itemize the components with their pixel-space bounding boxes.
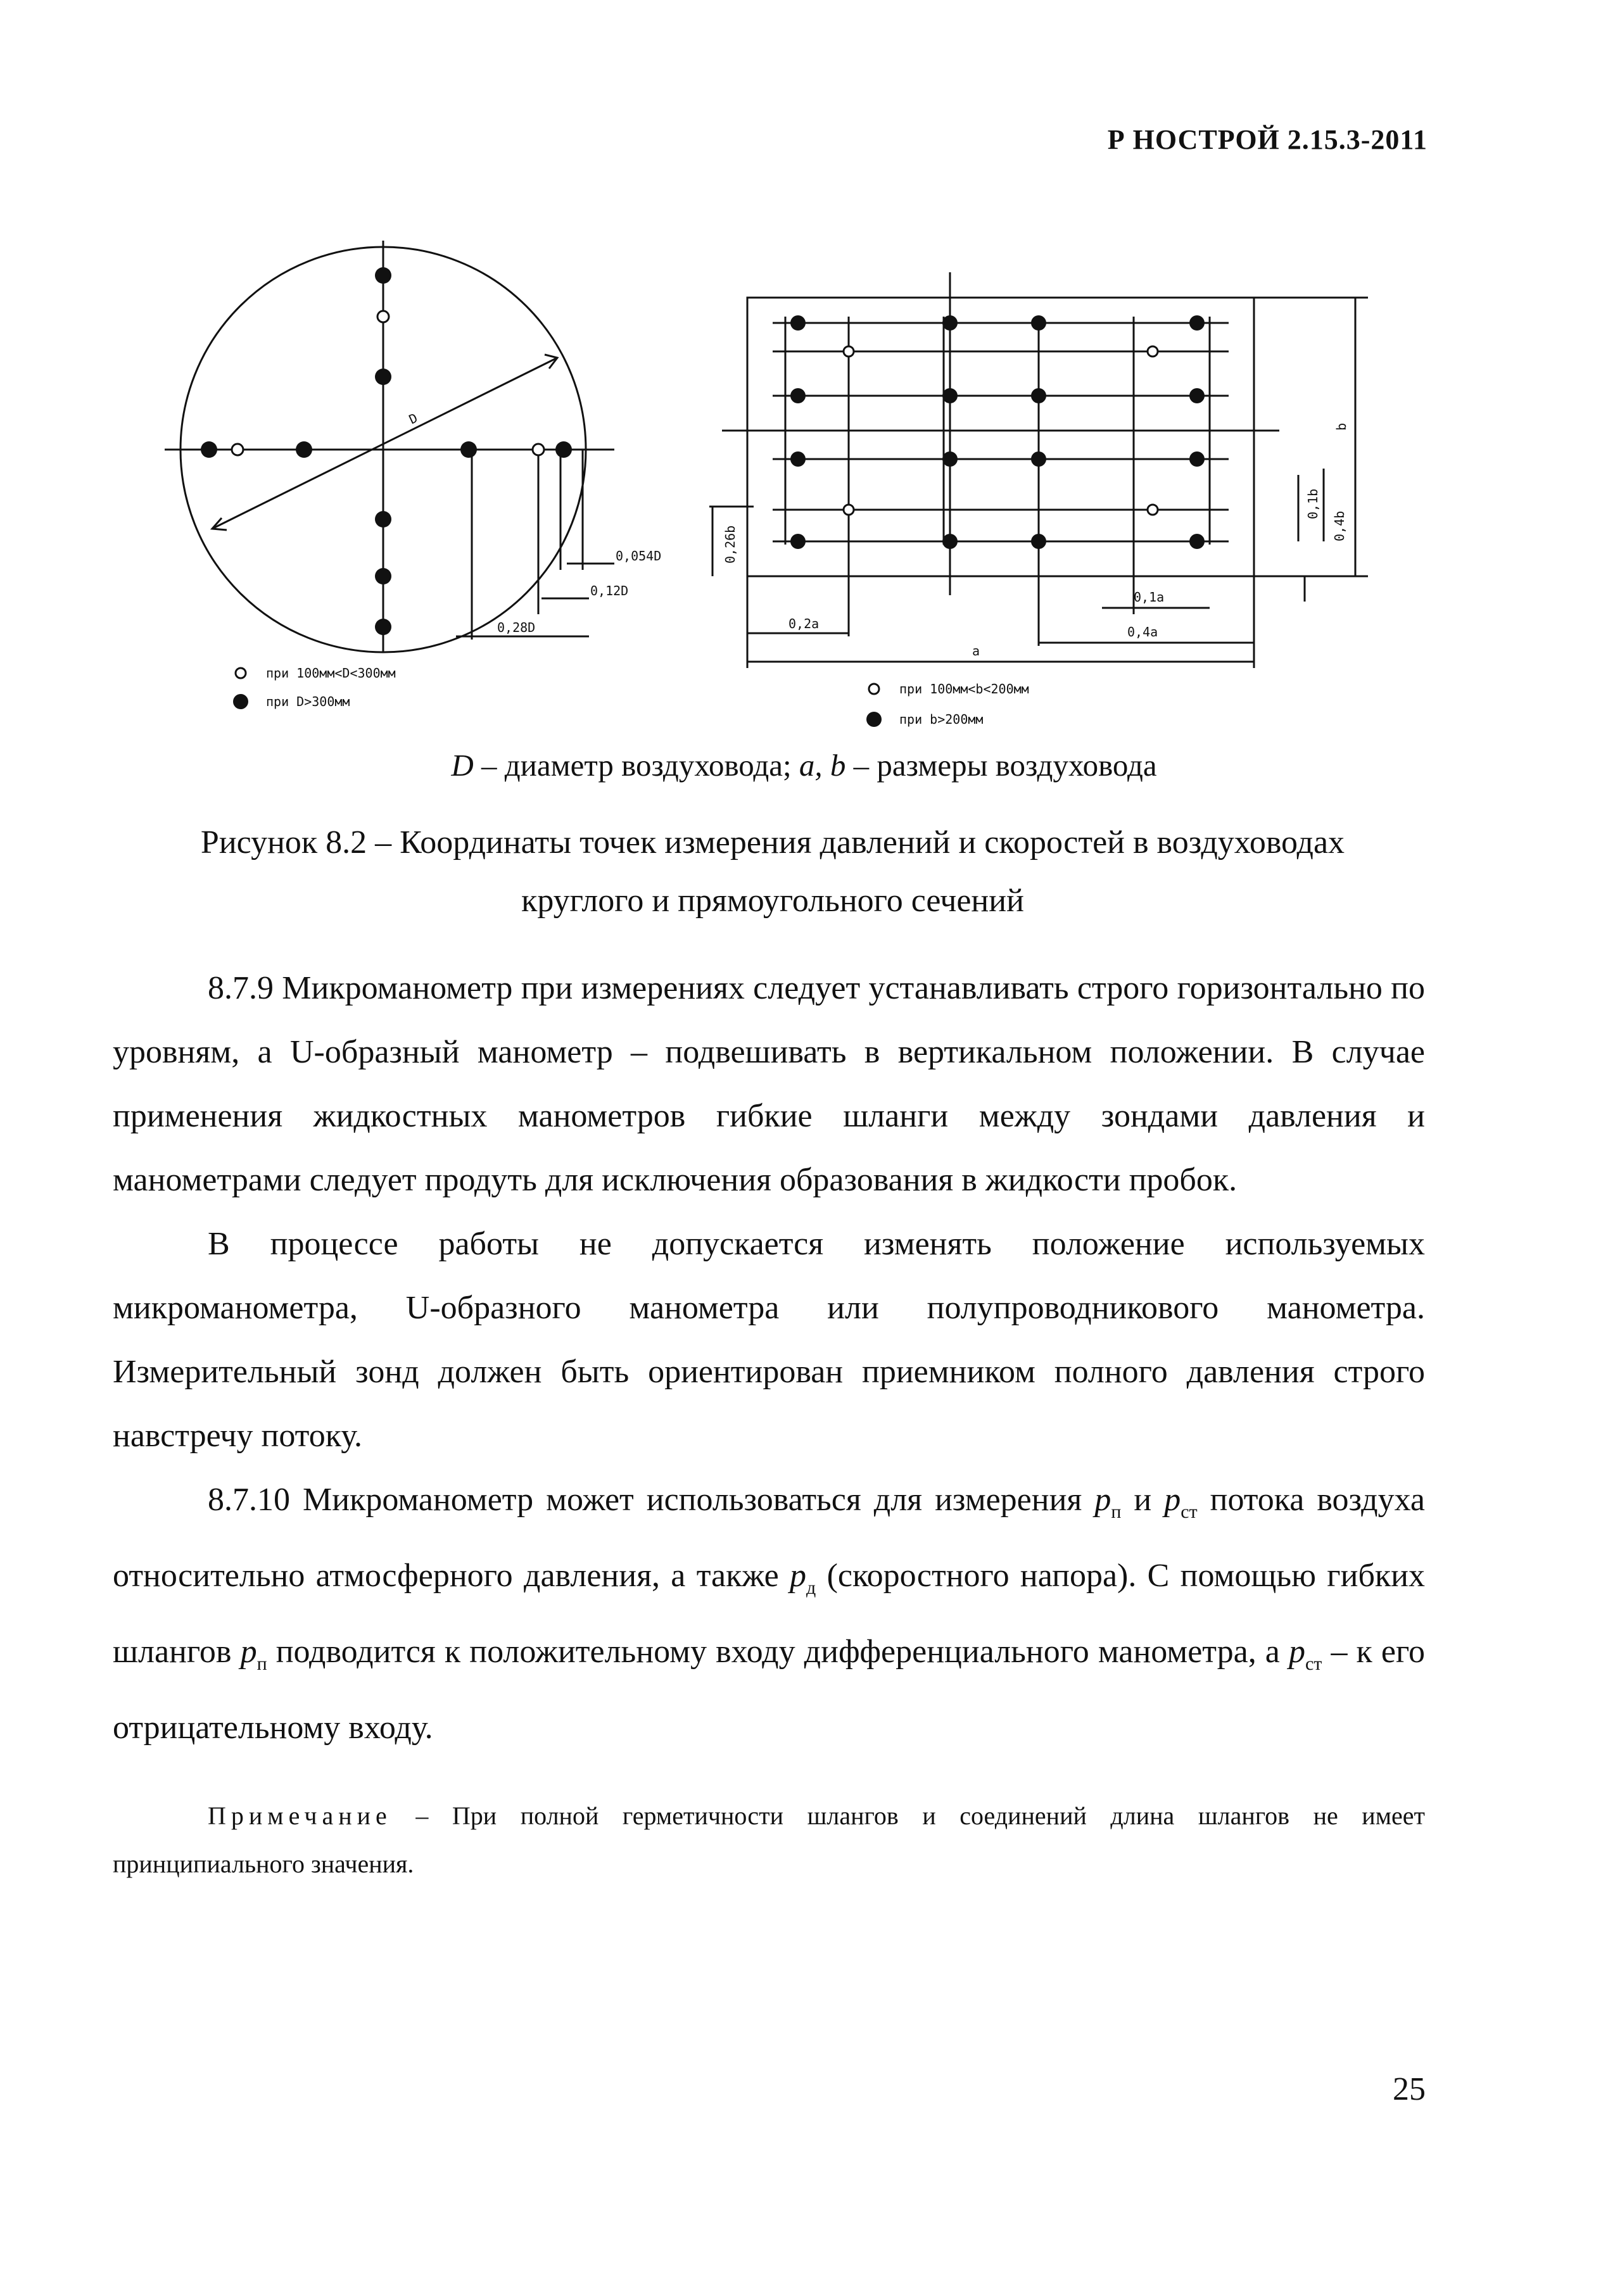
label-a: a [972,643,980,659]
paragraph-8-7-10 [113,1468,1425,1760]
document-code: Р НОСТРОЙ 2.15.3-2011 [1107,124,1428,155]
text: подводится к положительному входу дифференциального манометра, а [267,1634,1289,1670]
label-02a: 0,2a [788,616,820,631]
symbol-p: p [1288,1634,1305,1670]
sub: п [1111,1501,1122,1522]
symbol-p: p [240,1634,257,1670]
round-point [375,511,391,527]
rect-duct-outline [747,298,1254,576]
round-point [375,369,391,385]
round-point [375,267,391,284]
dim-028D: 0,28D [497,620,536,635]
note [113,1792,1425,1888]
text: – к его отрицательному входу. [113,1634,1425,1746]
figure-title-line: круглого и прямоугольного сечений [521,883,1024,919]
paragraph-process: В процессе работы не допускается изменять положение используемых микроманометра, U-образного манометра или полупроводникового манометра. Измерительный зонд должен быть ориентирован приемником полного давления строго навстречу потоку. [113,1226,1425,1454]
legend-round-hollow: при 100мм<D<300мм [266,665,396,681]
label-04b: 0,4b [1332,510,1347,541]
figure-8-2 [165,241,1444,735]
sub: д [806,1577,816,1598]
round-point-hollow [377,311,389,322]
sub: ст [1181,1501,1198,1522]
legend-rect-filled: при b>200мм [899,712,984,727]
text: (скоростного напора). С помощью гибких шлангов [113,1558,1425,1670]
label-026b: 0,26b [723,525,738,564]
round-point [555,441,572,458]
symbol-p: p [1094,1482,1111,1518]
figure-subcaption [0,747,1608,783]
round-point-hollow [232,444,243,455]
legend-round-filled: при D>300мм [266,694,350,709]
label-04a: 0,4a [1127,624,1158,640]
symbol-p: p [790,1558,807,1594]
dim-012D: 0,12D [590,583,629,598]
page-number: 25 [1393,2071,1426,2107]
text: и [1121,1482,1165,1518]
label-b: b [1334,422,1349,431]
round-point [460,441,477,458]
figure-title [120,814,1425,930]
text: потока воздуха относительно атмосферного давления, а также [113,1482,1426,1594]
label-D: D [406,410,421,427]
subcaption-text: – размеры воздуховода [845,748,1157,783]
symbol-D: D [451,748,474,783]
note-text: – При полной герметичности шлангов и соединений длина шлангов не имеет принципиального значения. [113,1801,1425,1878]
round-point-hollow [533,444,544,455]
text: 8.7.10 Микроманометр может использоваться для измерения [208,1482,1095,1518]
round-point [375,568,391,584]
paragraph-8-7-9: 8.7.9 Микроманометр при измерениях следует устанавливать строго горизонтально по уровням, а U-образный манометр – подвешивать в вертикальном положении. В случае применения жидкостных манометров гибкие шланги между зондами давления и манометрами следует продуть для исключения образования в жидкости пробок. [113,970,1425,1198]
round-point [201,441,217,458]
note-label: Примечание [208,1801,392,1830]
figure-drawing [165,241,1444,735]
legend-rect-hollow: при 100мм<b<200мм [899,681,1029,697]
symbol-p: p [1164,1482,1181,1518]
label-01b: 0,1b [1305,488,1320,519]
sub: п [256,1653,267,1674]
sub: ст [1305,1653,1322,1674]
subcaption-text: – диаметр воздуховода; [473,748,799,783]
round-point [375,619,391,635]
dim-0054D: 0,054D [616,548,662,564]
round-point [296,441,312,458]
body-text [113,956,1425,1760]
figure-title-line: Рисунок 8.2 – Координаты точек измерения давлений и скоростей в воздуховодах [200,824,1345,861]
symbol-ab: a, b [799,748,846,783]
label-01a: 0,1a [1134,590,1165,605]
